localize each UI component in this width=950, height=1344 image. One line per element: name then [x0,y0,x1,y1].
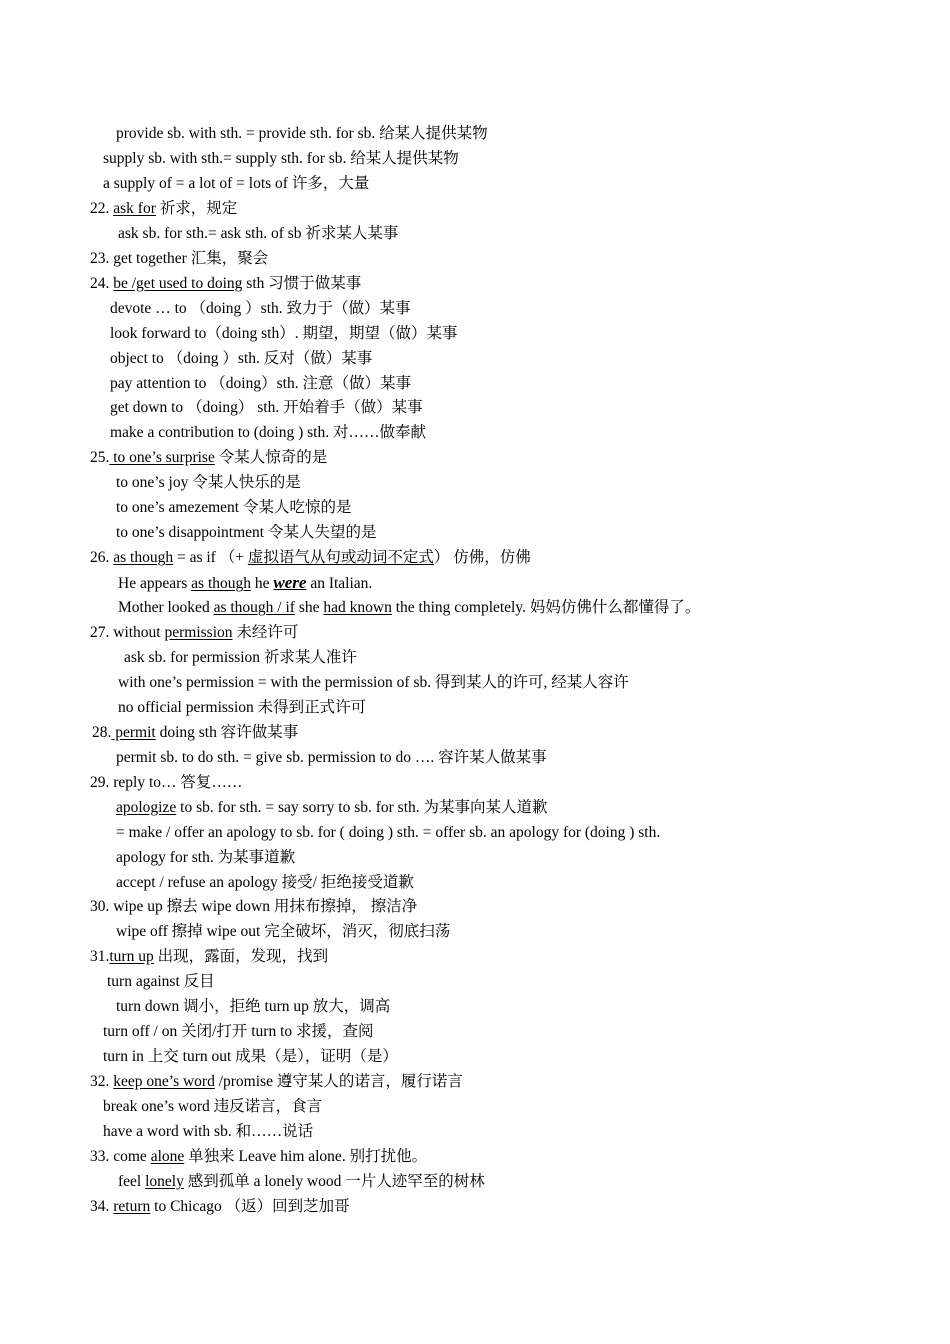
text-segment: /promise 遵守某人的诺言，履行诺言 [214,1073,463,1091]
text-line [116,997,390,1017]
text-segment: ask sb. for sth.= ask sth. of sb 祈求某人某事 [118,224,399,242]
text-segment: 单独来 Leave him alone. 别打扰他。 [184,1147,428,1165]
text-line [90,1147,427,1167]
text-line [107,972,215,992]
text-line [103,1097,322,1117]
text-segment: 32. [90,1073,114,1091]
text-line [116,473,301,493]
text-line [90,1072,463,1092]
text-line [118,673,629,693]
text-segment: ask sb. for permission 祈求某人准许 [124,648,357,666]
text-line [90,274,361,294]
underlined-term: had known [323,599,392,617]
text-line [118,1172,485,1192]
text-line [118,598,700,618]
text-segment: turn off / on 关闭/打开 turn to 求援，查阅 [103,1023,374,1041]
text-line [103,1047,398,1067]
text-segment: permit sb. to do sth. = give sb. permission to do …. 容许某人做某事 [116,748,547,766]
text-segment: 未经许可 [232,624,299,641]
text-line [110,299,411,319]
text-segment: Mother looked [118,599,214,617]
text-segment: turn down 调小，拒绝 turn up 放大，调高 [116,998,391,1016]
text-segment: to Chicago （返）回到芝加哥 [150,1197,350,1215]
text-segment: make a contribution to (doing ) sth. 对……做奉献 [110,424,426,442]
text-segment: pay attention to （doing）sth. 注意（做）某事 [110,374,411,392]
text-segment: the thing completely. 妈妈仿佛什么都懂得了。 [391,599,701,617]
text-segment: supply sb. with sth.= supply sth. for sb. 给某人提供某物 [103,149,459,167]
text-segment: an Italian. [306,575,373,593]
text-segment: sth 习惯于做某事 [242,274,362,292]
text-line [90,773,242,793]
text-segment: 27. without [90,624,165,641]
text-segment: 33. come [90,1147,151,1165]
text-segment: no official permission 未得到正式许可 [118,698,367,716]
text-segment: 31. [90,948,110,966]
text-segment: doing sth 容许做某事 [155,723,299,741]
underlined-term: be /get used to doing [113,274,243,292]
text-segment: He appears [118,575,192,593]
text-segment: 23. get together 汇集，聚会 [90,249,269,267]
underlined-term: as though / if [213,599,295,617]
text-line [90,623,298,643]
text-segment: get down to （doing） sth. 开始着手（做）某事 [110,399,423,417]
text-line [103,1022,374,1042]
text-segment: look forward to（doing sth）. 期望，期望（做）某事 [110,324,458,342]
text-segment: 感到孤单 a lonely wood 一片人迹罕至的树林 [183,1172,485,1190]
text-segment: have a word with sb. 和……说话 [103,1123,314,1140]
text-line [116,798,548,818]
text-line [90,897,417,917]
text-segment: = make / offer an apology to sb. for ( doing ) sth. = offer sb. an apology for (doing ) sth. [116,823,661,841]
text-line [103,1122,313,1142]
text-segment: object to （doing ）sth. 反对（做）某事 [110,349,373,367]
underlined-term: lonely [145,1172,184,1190]
underlined-term: as though [191,575,251,593]
underlined-term: keep one’s word [113,1073,215,1091]
text-segment: he [251,575,274,593]
text-segment: provide sb. with sth. = provide sth. for sb. 给某人提供某物 [116,125,488,142]
text-segment: 24. [90,274,114,292]
underlined-term: to one’s surprise [109,449,215,467]
text-segment: 22. [90,199,114,217]
underlined-term: alone [150,1147,185,1165]
text-segment: to sb. for sth. = say sorry to sb. for sth. 为某事向某人道歉 [176,798,548,816]
text-line [118,698,366,718]
text-line [110,374,411,394]
text-line [116,748,547,768]
text-segment: 出现，露面，发现，找到 [153,948,329,966]
text-segment: feel [118,1172,146,1190]
text-line [90,1197,350,1217]
text-line [90,947,328,967]
text-line [90,448,327,468]
underlined-term: 虚拟语气从句或动词不定式 [247,549,434,567]
text-line [116,498,351,518]
underlined-term: as though [113,549,174,567]
text-segment: to one’s amezement 令某人吃惊的是 [116,499,352,517]
text-segment: wipe off 擦掉 wipe out 完全破坏，消灭，彻底扫荡 [116,923,451,941]
text-segment: 26. [90,549,114,567]
text-line [116,523,376,543]
text-segment: she [294,599,324,617]
text-segment: accept / refuse an apology 接受/ 拒绝接受道歉 [116,873,414,891]
text-line [116,823,660,843]
underlined-term: turn up [109,948,154,966]
text-segment: 30. wipe up 擦去 wipe down 用抹布擦掉， 擦洁净 [90,898,418,916]
text-line [110,324,457,344]
text-segment: turn against 反目 [107,973,215,991]
text-segment: break one’s word 违反诺言，食言 [103,1098,323,1116]
text-line [90,249,268,269]
text-line [110,398,423,418]
text-segment: 29. reply to… 答复…… [90,773,243,791]
emphasized-term: were [273,573,307,593]
text-line [110,423,426,443]
text-segment: with one’s permission = with the permission of sb. 得到某人的许可, 经某人容许 [118,673,629,691]
text-segment: = as if （+ [173,549,248,567]
text-line [124,648,357,668]
text-line [116,124,488,144]
text-line [118,573,372,594]
underlined-term: ask for [113,199,156,217]
text-segment: devote … to （doing ）sth. 致力于（做）某事 [110,299,411,317]
text-segment: to one’s disappointment 令某人失望的是 [116,524,377,542]
underlined-term: apologize [116,798,177,816]
text-segment: 25. [90,449,110,467]
text-segment: 34. [90,1197,114,1215]
text-line [116,922,450,942]
text-line [118,224,398,244]
text-line [110,349,372,369]
text-segment: ） 仿佛，仿佛 [433,549,531,567]
text-segment: apology for sth. 为某事道歉 [116,848,296,866]
text-segment: turn in 上交 turn out 成果（是），证明（是） [103,1048,398,1066]
underlined-term: permit [111,723,156,741]
text-segment: 28. [92,723,112,741]
text-segment: a supply of = a lot of = lots of 许多，大量 [103,174,370,192]
underlined-term: return [113,1197,151,1215]
text-line [92,723,298,743]
text-segment: 祈求，规定 [155,199,238,217]
text-segment: 令某人惊奇的是 [214,449,328,467]
underlined-term: permission [164,624,233,641]
text-line [90,548,531,568]
text-line [116,848,295,868]
text-line [103,149,459,169]
text-segment: to one’s joy 令某人快乐的是 [116,474,301,492]
text-line [90,199,237,219]
text-line [116,873,414,893]
text-line [103,174,369,194]
